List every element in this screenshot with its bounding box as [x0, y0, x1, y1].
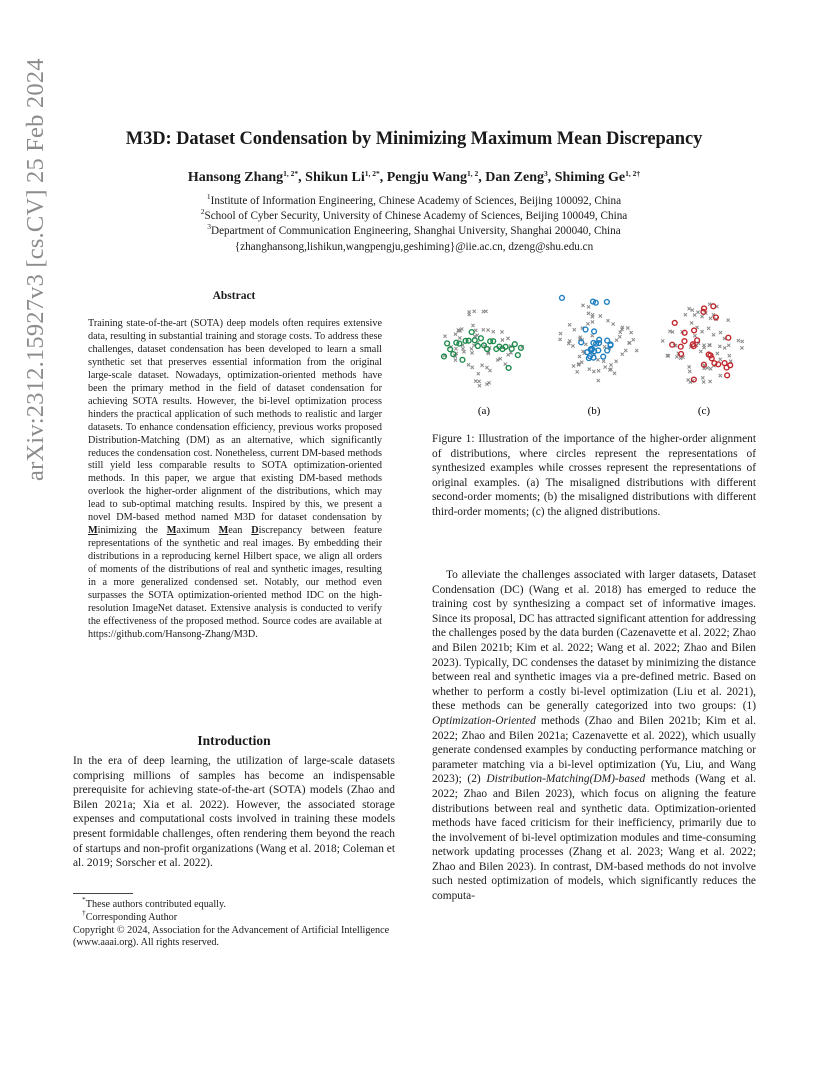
synthetic-sample-circle — [605, 338, 610, 343]
author-name: Hansong Zhang — [187, 170, 284, 185]
synthetic-sample-circle — [682, 339, 687, 344]
affiliation-line — [0, 224, 828, 239]
emphasis-text: Distribution-Matching(DM)-based — [486, 773, 646, 786]
synthetic-sample-circle — [515, 353, 520, 358]
synthetic-sample-circle — [445, 341, 450, 346]
synthetic-sample-circle — [512, 342, 517, 347]
footnote-text: These authors contributed equally. — [85, 899, 226, 910]
affil-sup: 3 — [207, 222, 211, 232]
affil-sup: 2 — [200, 207, 205, 217]
author-sup: 3 — [543, 169, 548, 178]
author-sup: 1, 2* — [283, 169, 299, 178]
arxiv-stamp: arXiv:2312.15927v3 [cs.CV] 25 Feb 2024 — [22, 58, 49, 481]
introduction-text: In the era of deep learning, the utilization of large-scale datasets comprising millions of samples has become an indispensable prerequisite for achieving state-of-the-art (SOTA) models (Zhao and Bilen 2021a; Xia et al. 2022). However, the associated storage expenses and computational costs involved in training these models present formidable challenges, often rendering them beyond the reach of startups and non-profit organizations (Wang et al. 2018; Coleman et al. 2019; Sorscher et al. 2022). — [73, 755, 395, 870]
abstract-text — [88, 318, 382, 642]
author-name: Shikun Li — [305, 170, 365, 185]
author-name: Shiming Ge — [554, 170, 626, 185]
paragraph — [432, 568, 756, 904]
synthetic-sample-circle — [506, 366, 511, 371]
affil-text: School of Cyber Security, University of Chinese Academy of Sciences, Beijing 100049, China — [204, 210, 628, 223]
abstract-part: Training state-of-the-art (SOTA) deep models often requires extensive data, resulting in substantial training and storage costs. To address these challenges, dataset condensation has been developed to learn a small synthetic set that preserves essential information from the original large-scale dataset. Nowadays, optimization-oriented methods have been the primary method in the field of dataset condensation for achieving SOTA results. However, the bi-level optimization process hinders the practical application of such methods to realistic and larger datasets. To enhance condensation efficiency, previous works proposed Distribution-Matching (DM) as an alternative, which significantly reduces the condensation cost. Nonetheless, current DM-based methods still yield less comparable results to SOTA optimization-oriented methods. In this paper, we argue that existing DM-based methods overlook the higher-order alignment of the distributions, which may lead to sub-optimal matching results. Inspired by this, we present a novel DM-based method named M3D for dataset condensation by — [88, 318, 382, 524]
affiliation-line — [0, 194, 828, 209]
text-run: To alleviate the challenges associated with larger datasets, Dataset Condensation (DC) (Wang et al. 2018) has emerged to reduce the training cost by synthesizing a compact set of informative images. Since its proposal, DC has attracted significant attention for addressing the challenges posed by the data burden (Cazenavette et al. 2022; Zhao and Bilen 2021b; Kim et al. 2022; Wang et al. 2022; Zhao and Bilen 2023). Typically, DC condenses the dataset by minimizing the distance between real and synthetic images via a pre-defined metric. Based on whether to perform a costly bi-level optimization (Liu et al. 2021), these methods can be generally categorized into two groups: (1) — [432, 569, 756, 713]
author-name: Pengju Wang — [386, 170, 467, 185]
email-line: {zhanghansong,lishikun,wangpengju,geshiming}@iie.ac.cn, dzeng@shu.edu.cn — [234, 240, 594, 253]
synthetic-sample-circle — [726, 335, 731, 340]
abstract-part: iscrepancy between feature representations of the synthetic and real images. By embedding their distributions in a reproducing kernel Hilbert space, we align all orders of moments of the distributions of real and synthetic images, resulting in a more generalized condensed set. Notably, our method even surpasses the SOTA optimization-oriented method IDC on the high-resolution ImageNet dataset. Extensive analysis is conducted to verify the effectiveness of the proposed method. Source codes are available at https://github.com/Hansong-Zhang/M3D. — [88, 525, 382, 640]
text-run: methods (Wang et al. 2022; Zhao and Bilen 2023), which focus on aligning the feature distributions between real and synthetic data. Optimization-oriented methods have faced criticism for their inefficiency, primarily due to the involvement of bi-level optimization modules and time-consuming network updating processes (Zhang et al. 2023; Wang et al. 2022; Zhao and Bilen 2023). In contrast, DM-based methods do not involve such nested optimization of models, which significantly reduces the computa- — [432, 773, 757, 903]
author-sup: 1, 2* — [364, 169, 380, 178]
acronym-letter: D — [251, 525, 259, 537]
figure-caption: Figure 1: Illustration of the importance of the higher-order alignment of distributions, where circles represent the representations of synthesized examples while crosses represent the representations of original examples. (a) The misaligned distributions with different second-order moments; (b) the misaligned distributions with different third-order moments; (c) the aligned distributions. — [432, 433, 756, 518]
author-name: Dan Zeng — [485, 170, 544, 185]
paper-title: M3D: Dataset Condensation by Minimizing Maximum Mean Discrepancy — [125, 129, 703, 149]
introduction-heading: Introduction — [197, 733, 271, 748]
emphasis-text: Optimization-Oriented — [432, 714, 536, 727]
synthetic-sample-circle — [711, 304, 716, 309]
panel-a-label: (a) — [477, 405, 491, 416]
synthetic-sample-circle — [692, 328, 697, 333]
abstract-section — [73, 290, 395, 642]
footnote-mark: * — [82, 895, 86, 904]
acronym-letter: M — [218, 525, 229, 537]
synthetic-sample-circle — [475, 344, 480, 349]
figure-1 — [432, 288, 756, 416]
panel-a-scatter — [442, 310, 524, 388]
affil-sup: 1 — [206, 192, 211, 201]
author-sup: 1, 2 — [467, 169, 479, 178]
abstract-heading: Abstract — [212, 290, 256, 302]
right-column-text — [432, 568, 756, 904]
author-list: Hansong Zhang$^{1, 2*}$, Shikun $Li^{1, 2*}$, Pengju Wang$^{1, 2}$, Dan Zeng$^3$, Shiming $Ge^{1, 2\dagger}$ — [187, 169, 641, 185]
abstract-part: ean — [228, 525, 252, 537]
affiliation-line — [0, 209, 828, 224]
panel-b-scatter — [559, 295, 639, 382]
footnote-rule — [73, 893, 133, 894]
abstract-part: aximum — [176, 525, 219, 537]
synthetic-sample-circle — [678, 344, 683, 349]
panel-c-scatter — [661, 303, 744, 384]
synthetic-sample-circle — [460, 357, 465, 362]
panel-b-label: (b) — [587, 405, 601, 416]
synthetic-sample-circle — [469, 330, 474, 335]
synthetic-sample-circle — [560, 295, 565, 300]
affiliations — [0, 194, 828, 255]
synthetic-sample-circle — [601, 354, 606, 359]
synthetic-sample-circle — [592, 329, 597, 334]
footnote-mark: † — [82, 907, 86, 917]
text-run: methods (Zhao and Bilen 2021b; Kim et al. 2022; Zhao and Bilen 2021a; Cazenavette et al. 2022), which usually generate condensed examples by conducting performance matching or parameter matching via a bi-level optimization (Yu, Liu, and Wang 2023); (2) — [432, 714, 756, 786]
footnote-corresponding — [73, 907, 395, 925]
acronym-letter: M — [166, 525, 177, 537]
abstract-part: inimizing the — [97, 525, 167, 537]
acronym-letter: M — [88, 525, 98, 537]
synthetic-sample-circle — [605, 348, 610, 353]
author-sup: 1, 2† — [625, 169, 641, 178]
synthetic-sample-circle — [472, 338, 477, 343]
synthetic-sample-circle — [479, 336, 484, 341]
copyright-notice: Copyright © 2024, Association for the Advancement of Artificial Intelligence (www.aaai.org). All rights reserved. — [73, 924, 390, 949]
footnote-text: Corresponding Author — [85, 911, 178, 923]
synthetic-sample-circle — [725, 373, 730, 378]
panel-c-label: (c) — [697, 405, 711, 416]
footnote-equal — [73, 895, 395, 912]
affil-text: Institute of Information Engineering, Chinese Academy of Sciences, Beijing 100092, China — [210, 195, 622, 207]
footnotes — [73, 895, 395, 950]
affil-text: Department of Communication Engineering, Shanghai University, Shanghai 200040, China — [211, 225, 621, 238]
synthetic-sample-circle — [604, 300, 609, 305]
synthetic-sample-circle — [672, 320, 677, 325]
